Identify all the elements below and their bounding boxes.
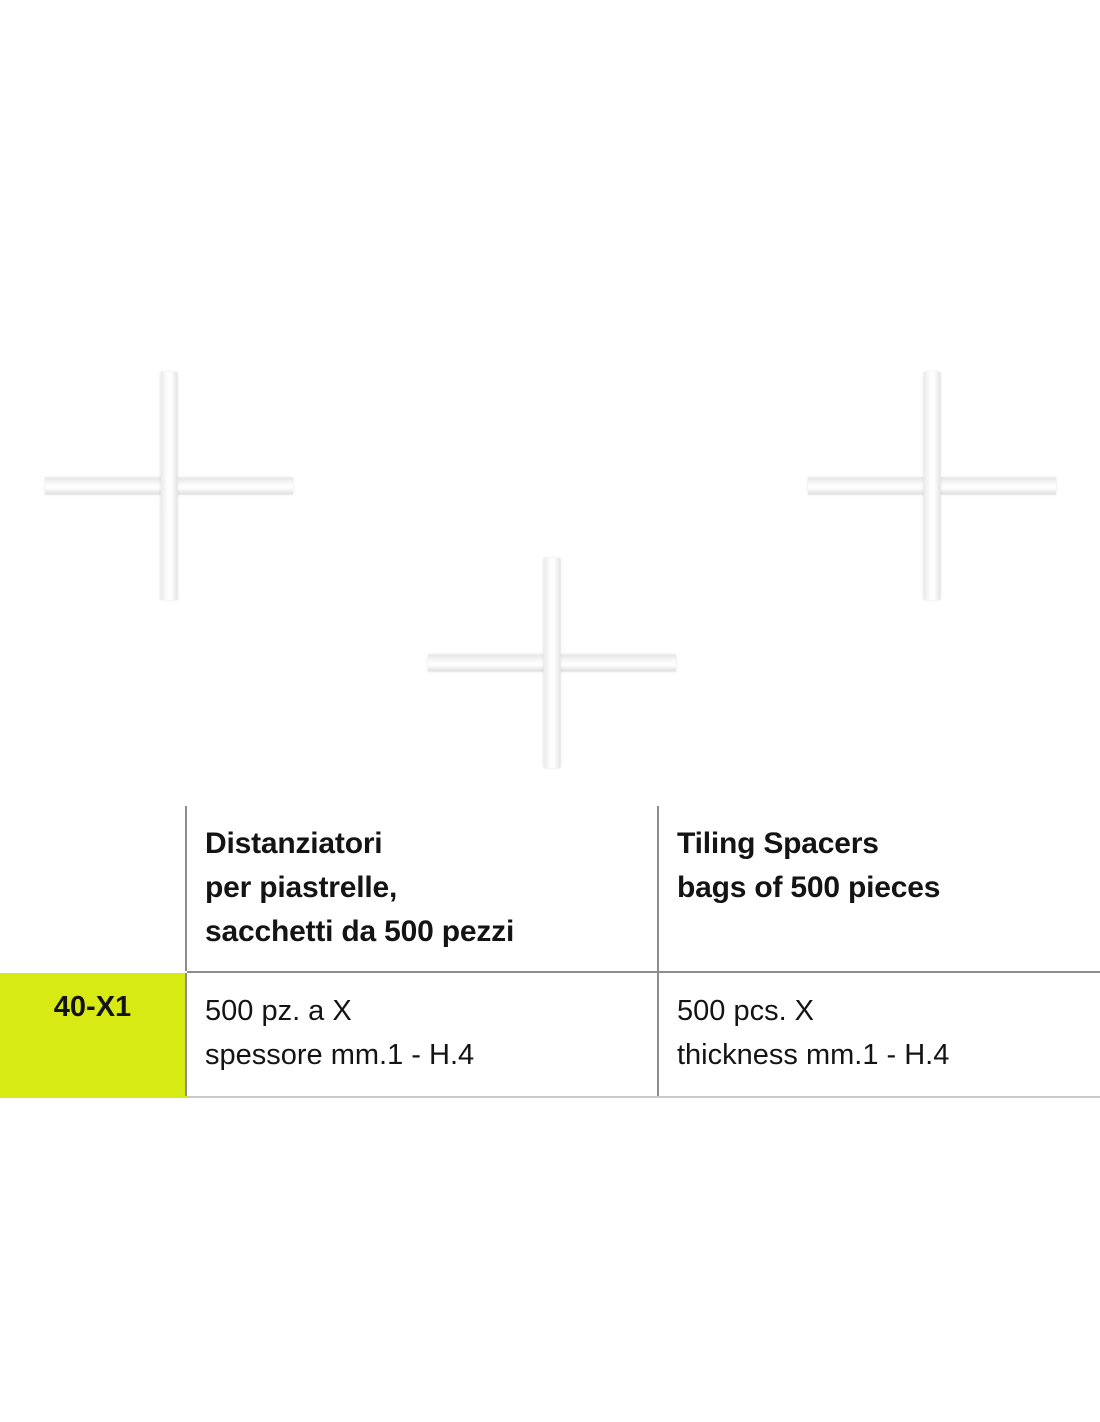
- row-code-badge: 40-X1: [0, 972, 186, 1096]
- tile-spacer-cross-left: [45, 372, 293, 600]
- table-row: [0, 972, 1100, 1096]
- cross-vertical-bar: [161, 372, 178, 600]
- row-italian-line-1: 500 pz. a X: [205, 995, 352, 1028]
- row-english-cell: [658, 972, 1100, 1096]
- cross-vertical-bar: [544, 558, 561, 768]
- header-italian-line-3: sacchetti da 500 pezzi: [205, 914, 515, 948]
- header-code-cell: [0, 806, 186, 972]
- row-english-line-1: 500 pcs. X: [677, 995, 815, 1028]
- header-english-line-1: Tiling Spacers: [677, 827, 879, 860]
- header-italian-line-1: Distanziatori: [205, 827, 383, 860]
- header-italian-cell: [186, 806, 658, 972]
- header-english-line-2: bags of 500 pieces: [677, 870, 941, 904]
- cross-vertical-bar: [924, 372, 941, 600]
- tile-spacer-cross-middle: [428, 558, 676, 768]
- header-english-cell: [658, 806, 1100, 972]
- table-header-row: [0, 806, 1100, 972]
- row-italian-cell: [186, 972, 658, 1096]
- tile-spacer-cross-right: [808, 372, 1056, 600]
- row-english-line-2: thickness mm.1 - H.4: [677, 1039, 950, 1072]
- row-italian-line-2: spessore mm.1 - H.4: [205, 1039, 475, 1072]
- header-italian-line-2: per piastrelle,: [205, 870, 398, 904]
- product-spec-table: [0, 806, 1100, 1098]
